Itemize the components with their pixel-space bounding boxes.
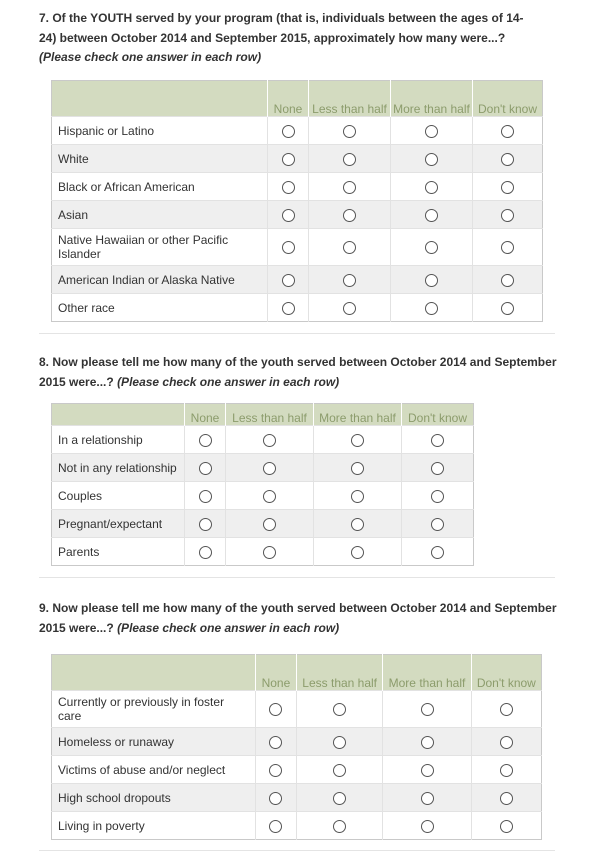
radio-none[interactable] [199,490,212,503]
radio-less-than-half[interactable] [263,546,276,559]
column-header-less-than-half: Less than half [309,81,391,117]
radio-more-than-half[interactable] [351,434,364,447]
radio-dont-know[interactable] [501,125,514,138]
question-divider [39,577,555,578]
option-cell [383,691,471,728]
radio-none[interactable] [269,820,282,833]
option-cell [226,510,314,538]
column-header-none: None [255,655,296,691]
option-cell [309,173,391,201]
radio-less-than-half[interactable] [343,181,356,194]
radio-more-than-half[interactable] [425,274,438,287]
option-cell [471,691,541,728]
column-header-more-than-half: More than half [314,404,402,426]
option-cell [391,294,473,322]
row-label: Couples [52,482,185,510]
option-cell [296,784,382,812]
option-cell [473,145,543,173]
radio-less-than-half[interactable] [333,703,346,716]
row-label: Living in poverty [52,812,256,840]
radio-dont-know[interactable] [500,736,513,749]
option-cell [296,691,382,728]
radio-none[interactable] [282,181,295,194]
table-row [52,538,474,566]
option-cell [314,482,402,510]
radio-dont-know[interactable] [500,764,513,777]
option-cell [473,266,543,294]
option-cell [383,728,471,756]
table-row [52,173,543,201]
radio-more-than-half[interactable] [425,181,438,194]
option-cell [473,229,543,266]
option-cell [268,201,309,229]
question-8-title: 8. Now please tell me how many of the youth served between October 2014 and September 2015 were...? (Please check one answer in each row) [39,355,557,389]
option-cell [226,454,314,482]
radio-more-than-half[interactable] [351,490,364,503]
table-row [52,784,542,812]
option-cell [255,812,296,840]
radio-dont-know[interactable] [431,434,444,447]
table-row [52,756,542,784]
radio-more-than-half[interactable] [421,792,434,805]
row-label: In a relationship [52,426,185,454]
option-cell [268,173,309,201]
radio-more-than-half[interactable] [421,764,434,777]
radio-none[interactable] [282,153,295,166]
radio-more-than-half[interactable] [421,703,434,716]
option-cell [309,145,391,173]
question-8-grid [51,403,474,566]
option-cell [255,756,296,784]
option-cell [226,482,314,510]
table-row [52,510,474,538]
radio-none[interactable] [269,703,282,716]
radio-dont-know[interactable] [431,518,444,531]
radio-less-than-half[interactable] [343,241,356,254]
radio-dont-know[interactable] [431,490,444,503]
row-label: High school dropouts [52,784,256,812]
radio-more-than-half[interactable] [425,241,438,254]
table-row [52,691,542,728]
table-row [52,454,474,482]
row-label: American Indian or Alaska Native [52,266,268,294]
radio-none[interactable] [269,736,282,749]
radio-none[interactable] [269,764,282,777]
column-header-less-than-half: Less than half [296,655,382,691]
radio-none[interactable] [282,302,295,315]
row-label: White [52,145,268,173]
radio-less-than-half[interactable] [343,209,356,222]
radio-none[interactable] [199,462,212,475]
option-cell [309,229,391,266]
option-cell [471,756,541,784]
radio-none[interactable] [282,125,295,138]
radio-less-than-half[interactable] [333,792,346,805]
radio-less-than-half[interactable] [333,764,346,777]
question-divider [39,850,555,851]
radio-none[interactable] [282,209,295,222]
option-cell [185,482,226,510]
row-label: Black or African American [52,173,268,201]
option-cell [185,538,226,566]
question-divider [39,333,555,334]
question-7-title: 7. Of the YOUTH served by your program (that is, individuals between the ages of 14-24) between October 2014 and September 2015, approximately how many were...? (Please check one answer in each row) [39,11,524,64]
option-cell [309,266,391,294]
table-row [52,294,543,322]
column-header-dont-know: Don't know [473,81,543,117]
radio-more-than-half[interactable] [425,209,438,222]
option-cell [402,510,474,538]
option-cell [185,426,226,454]
radio-none[interactable] [199,434,212,447]
row-label: Other race [52,294,268,322]
radio-less-than-half[interactable] [333,736,346,749]
radio-more-than-half[interactable] [351,518,364,531]
option-cell [314,454,402,482]
table-row [52,201,543,229]
option-cell [471,784,541,812]
column-header-less-than-half: Less than half [226,404,314,426]
radio-less-than-half[interactable] [263,434,276,447]
radio-none[interactable] [199,518,212,531]
row-label: Currently or previously in foster care [52,691,256,728]
question-9-title: 9. Now please tell me how many of the youth served between October 2014 and September 2015 were...? (Please check one answer in each row) [39,601,557,635]
column-header-more-than-half: More than half [391,81,473,117]
option-cell [309,294,391,322]
radio-dont-know[interactable] [500,792,513,805]
option-cell [473,173,543,201]
radio-more-than-half[interactable] [425,125,438,138]
option-cell [309,117,391,145]
radio-dont-know[interactable] [501,274,514,287]
option-cell [268,145,309,173]
row-label: Not in any relationship [52,454,185,482]
grid-corner [52,404,185,426]
option-cell [296,756,382,784]
option-cell [473,117,543,145]
radio-none[interactable] [199,546,212,559]
option-cell [255,691,296,728]
column-header-none: None [268,81,309,117]
option-cell [383,756,471,784]
option-cell [226,538,314,566]
row-label: Pregnant/expectant [52,510,185,538]
option-cell [255,784,296,812]
table-row [52,728,542,756]
row-label: Asian [52,201,268,229]
option-cell [402,454,474,482]
radio-less-than-half[interactable] [333,820,346,833]
option-cell [473,294,543,322]
table-row [52,426,474,454]
option-cell [391,266,473,294]
question-7-grid [51,80,543,322]
option-cell [226,426,314,454]
grid-corner [52,655,256,691]
option-cell [402,538,474,566]
table-row [52,482,474,510]
table-row [52,117,543,145]
radio-less-than-half[interactable] [343,125,356,138]
option-cell [296,728,382,756]
option-cell [391,229,473,266]
option-cell [185,510,226,538]
radio-none[interactable] [282,241,295,254]
radio-less-than-half[interactable] [343,302,356,315]
option-cell [314,510,402,538]
option-cell [255,728,296,756]
row-label: Victims of abuse and/or neglect [52,756,256,784]
column-header-more-than-half: More than half [383,655,471,691]
radio-more-than-half[interactable] [425,302,438,315]
radio-less-than-half[interactable] [263,490,276,503]
option-cell [391,201,473,229]
radio-more-than-half[interactable] [421,736,434,749]
option-cell [391,173,473,201]
table-row [52,229,543,266]
option-cell [402,426,474,454]
radio-dont-know[interactable] [501,241,514,254]
option-cell [471,812,541,840]
radio-dont-know[interactable] [500,820,513,833]
radio-less-than-half[interactable] [263,462,276,475]
option-cell [473,201,543,229]
radio-dont-know[interactable] [501,181,514,194]
radio-less-than-half[interactable] [263,518,276,531]
option-cell [185,454,226,482]
table-row [52,145,543,173]
grid-corner [52,81,268,117]
row-label: Hispanic or Latino [52,117,268,145]
column-header-none: None [185,404,226,426]
radio-more-than-half[interactable] [421,820,434,833]
option-cell [268,117,309,145]
radio-none[interactable] [282,274,295,287]
radio-more-than-half[interactable] [351,462,364,475]
row-label: Native Hawaiian or other Pacific Islander [52,229,268,266]
option-cell [314,538,402,566]
radio-more-than-half[interactable] [351,546,364,559]
radio-dont-know[interactable] [500,703,513,716]
column-header-dont-know: Don't know [402,404,474,426]
table-row [52,266,543,294]
option-cell [383,812,471,840]
row-label: Parents [52,538,185,566]
radio-dont-know[interactable] [501,209,514,222]
radio-less-than-half[interactable] [343,153,356,166]
option-cell [391,145,473,173]
option-cell [383,784,471,812]
radio-dont-know[interactable] [501,302,514,315]
radio-dont-know[interactable] [501,153,514,166]
option-cell [309,201,391,229]
option-cell [391,117,473,145]
question-9-grid [51,654,542,840]
option-cell [268,229,309,266]
option-cell [314,426,402,454]
option-cell [268,266,309,294]
option-cell [402,482,474,510]
radio-less-than-half[interactable] [343,274,356,287]
radio-none[interactable] [269,792,282,805]
option-cell [268,294,309,322]
table-row [52,812,542,840]
radio-dont-know[interactable] [431,546,444,559]
option-cell [296,812,382,840]
option-cell [471,728,541,756]
row-label: Homeless or runaway [52,728,256,756]
column-header-dont-know: Don't know [471,655,541,691]
radio-more-than-half[interactable] [425,153,438,166]
radio-dont-know[interactable] [431,462,444,475]
